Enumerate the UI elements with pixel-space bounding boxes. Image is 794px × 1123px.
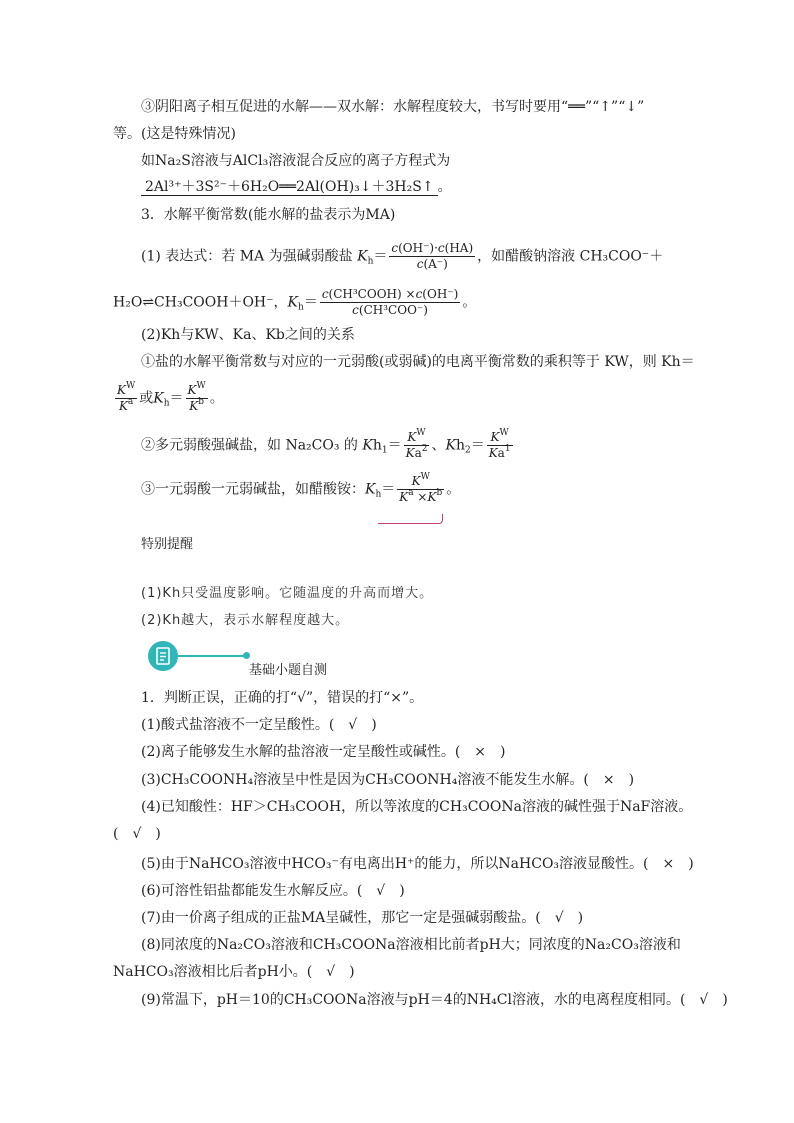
formula-line: ②多元弱酸强碱盐，如 Na₂CO₃ 的 $Kh_1=$ $\frac{K^W}{Ka^2}$ 、$Kh_2=$ $\frac{K^W}{Ka^1}$ (141, 428, 511, 460)
question-item: (5)由于NaHCO₃溶液中HCO₃⁻有电离出H⁺的能力，所以NaHCO₃溶液显酸性。( × ) (141, 856, 694, 872)
question-item: NaHCO₃溶液相比后者pH小。( √ ) (113, 964, 355, 980)
equation-answer: 2Al³⁺＋3S²⁻＋6H₂O══2Al(OH)₃↓＋3H₂S↑ (141, 179, 438, 196)
question-item: (9)常温下，pH＝10的CH₃COONa溶液与pH＝4的NH₄Cl溶液，水的电离程度相同。( √ ) (141, 992, 728, 1008)
question-item: (8)同浓度的Na₂CO₃溶液和CH₃COONa溶液相比前者pH大；同浓度的Na₂CO₃溶液和 (141, 937, 681, 953)
formula-line: H₂O⇌CH₃COOH＋OH⁻，$K_h=$ $\frac{\text{c(CH³COOH) ×c(OH⁻)}}{\text{c(CH³COO⁻)}}$ 。 (113, 287, 477, 317)
text: ，如醋酸钠溶液 CH₃COO⁻＋ (477, 248, 664, 265)
question-item: (6)可溶性铝盐都能发生水解反应。( √ ) (141, 883, 405, 899)
punct: 。 (462, 294, 477, 311)
fraction: $\frac{K^W}{K^a}$ (117, 381, 136, 413)
text-line: 如Na₂S溶液与AlCl₃溶液混合反应的离子方程式为 (141, 153, 451, 169)
question-item: (7)由一价离子组成的正盐MA呈碱性，那它一定是强碱弱酸盐。( √ ) (141, 910, 584, 926)
quiz-icon (148, 641, 178, 671)
text: ③一元弱酸一元弱碱盐，如醋酸铵： (141, 481, 365, 498)
fraction: $\frac{\text{c(CH³COOH) ×c(OH⁻)}}{\text{c(CH³COO⁻)}}$ (321, 287, 459, 317)
tip-line: (1)Kh只受温度影响。它随温度的升高而增大。 (141, 586, 434, 601)
punct: 、 (431, 437, 446, 454)
text: H₂O (113, 294, 143, 311)
text: 或 (139, 390, 154, 407)
text: ②多元弱酸强碱盐，如 Na₂CO₃ 的 (141, 437, 358, 454)
question-item: (3)CH₃COONH₄溶液呈中性是因为CH₃COONH₄溶液不能发生水解。( × ) (141, 772, 635, 788)
question-intro: 1．判断正误，正确的打“√”，错误的打“×”。 (141, 690, 424, 706)
text-line: 等。(这是特殊情况) (113, 126, 236, 142)
question-item: (2)离子能够发生水解的盐溶液一定呈酸性或碱性。( × ) (141, 744, 506, 760)
punct: 。 (446, 481, 461, 498)
text: (1) 表达式：若 MA 为强碱弱酸盐 (141, 248, 353, 265)
formula-line: $\frac{K^W}{K^a}$ 或$K_h=$ $\frac{K^W}{K^b}$ 。 (117, 381, 224, 413)
revision-mark (378, 514, 443, 524)
fraction: $\frac{K^W}{Ka^1}$ (488, 428, 511, 460)
divider (178, 655, 246, 657)
text: CH₃COOH＋OH⁻， (154, 294, 288, 311)
question-item: ( √ ) (113, 826, 161, 842)
section-title: 基础小题自测 (249, 663, 328, 678)
equation-line (141, 178, 452, 196)
fraction: $\frac{c(OH^-)\cdot c(HA)}{c(A^-)}$ (391, 241, 474, 271)
text-line: ①盐的水解平衡常数与对应的一元弱酸(或弱碱)的电离平衡常数的乘积等于 KW，则 Kh＝ (141, 354, 695, 370)
fraction: $\frac{K^W}{K^a \times K^b}$ (399, 472, 443, 504)
text-line: ③阴阳离子相互促进的水解——双水解：水解程度较大，书写时要用“══”“↑”“↓” (141, 99, 645, 115)
fraction: $\frac{K^W}{Ka^2}$ (405, 428, 428, 460)
section-heading: (2)Kh与KW、Ka、Kb之间的关系 (141, 327, 355, 343)
section-heading: 3．水解平衡常数(能水解的盐表示为MA) (141, 207, 396, 223)
tip-line: (2)Kh越大，表示水解程度越大。 (141, 613, 350, 628)
divider-dot (243, 652, 250, 659)
question-item: (4)已知酸性：HF＞CH₃COOH，所以等浓度的CH₃COONa溶液的碱性强于NaF溶液。 (141, 799, 693, 815)
formula-line: (1) 表达式：若 MA 为强碱弱酸盐 $K_h=$ $\frac{c(OH^-)\cdot c(HA)}{c(A^-)}$ ，如醋酸钠溶液 CH₃COO⁻＋ (141, 241, 664, 271)
tip-title: 特别提醒 (141, 537, 194, 552)
punct: 。 (209, 390, 224, 407)
question-item: (1)酸式盐溶液不一定呈酸性。( √ ) (141, 717, 377, 733)
punct: 。 (437, 179, 452, 195)
fraction: $\frac{K^W}{K^b}$ (187, 381, 206, 413)
formula-line: ③一元弱酸一元弱碱盐，如醋酸铵：$K_h=$ $\frac{K^W}{K^a \times K^b}$ 。 (141, 472, 461, 504)
